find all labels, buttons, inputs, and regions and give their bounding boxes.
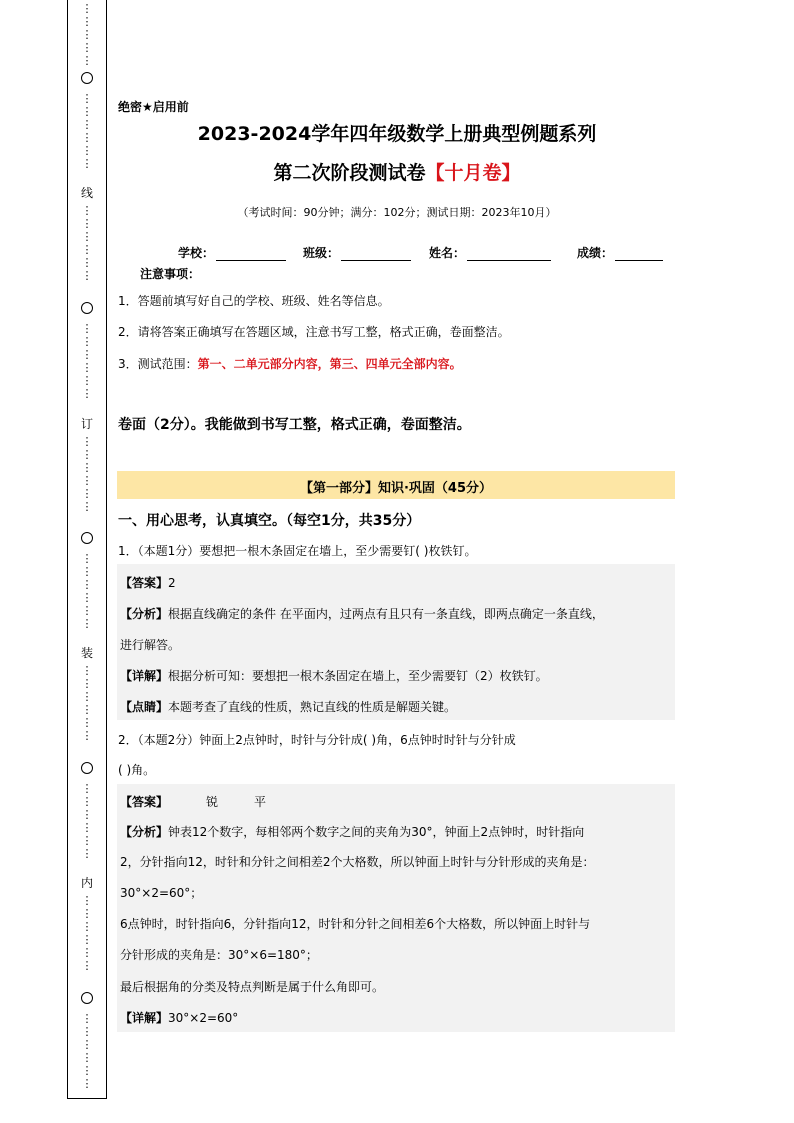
class-blank[interactable] bbox=[341, 248, 411, 261]
answer-label: 【答案】 bbox=[120, 795, 169, 809]
subtitle-red: 【十月卷】 bbox=[425, 162, 521, 184]
score-label: 成绩： bbox=[577, 246, 614, 260]
question-2-cont: ( )角。 bbox=[118, 763, 156, 777]
answer-value: 2 bbox=[168, 576, 176, 590]
q2-answer bbox=[120, 793, 266, 810]
q2-analysis-line-5: 分针形成的夹角是：30°×6=180°； bbox=[120, 948, 318, 962]
q1-detail bbox=[120, 667, 548, 684]
dotted-line: ⋮ ⋮ ⋮ ⋮ ⋮ ⋮ bbox=[81, 894, 93, 972]
notice-item-3 bbox=[118, 355, 462, 372]
name-label: 姓名： bbox=[429, 246, 466, 260]
neatness-statement: 卷面（2分）。我能做到书写工整，格式正确，卷面整洁。 bbox=[118, 417, 471, 433]
name-field[interactable] bbox=[429, 244, 551, 261]
page-title: 2023-2024学年四年级数学上册典型例题系列 bbox=[197, 123, 597, 145]
school-blank[interactable] bbox=[216, 248, 286, 261]
answer-value-2: 平 bbox=[254, 795, 267, 809]
q2-analysis-line-3: 30°×2=60°； bbox=[120, 886, 203, 900]
school-label: 学校： bbox=[178, 246, 215, 260]
detail-label: 【详解】 bbox=[120, 669, 169, 683]
q2-detail bbox=[120, 1009, 238, 1026]
binding-hole-icon bbox=[81, 992, 93, 1004]
name-blank[interactable] bbox=[467, 248, 551, 261]
q1-analysis-cont: 进行解答。 bbox=[120, 638, 181, 652]
school-field[interactable] bbox=[178, 244, 286, 261]
q2-analysis-line-2: 2，分针指向12，时针和分针之间相差2个大格数，所以钟面上时针与分针形成的夹角是： bbox=[120, 855, 595, 869]
dotted-line: ⋮ ⋮ ⋮ ⋮ ⋮ ⋮ bbox=[81, 92, 93, 170]
binding-char-zhuang: 装 bbox=[80, 646, 93, 660]
notice-item-1: 1．答题前填写好自己的学校、班级、姓名等信息。 bbox=[118, 294, 390, 308]
point-text: 本题考查了直线的性质，熟记直线的性质是解题关键。 bbox=[168, 700, 457, 714]
binding-char-ding: 订 bbox=[80, 417, 93, 431]
q1-answer bbox=[120, 574, 176, 591]
detail-label: 【详解】 bbox=[120, 1011, 169, 1025]
analysis-text: 根据直线确定的条件 在平面内，过两点有且只有一条直线，即两点确定一条直线， bbox=[168, 607, 604, 621]
dotted-line: ⋮ ⋮ ⋮ ⋮ ⋮ ⋮ bbox=[81, 322, 93, 400]
dotted-line: ⋮ ⋮ ⋮ ⋮ ⋮ bbox=[81, 2, 93, 67]
answer-value-1: 锐 bbox=[206, 795, 219, 809]
class-label: 班级： bbox=[303, 246, 340, 260]
q1-analysis bbox=[120, 605, 604, 622]
score-blank[interactable] bbox=[615, 248, 663, 261]
page-subtitle bbox=[0, 158, 794, 185]
section-heading: 一、用心思考，认真填空。（每空1分，共35分） bbox=[118, 513, 421, 529]
dotted-line: ⋮ ⋮ ⋮ ⋮ ⋮ ⋮ bbox=[81, 664, 93, 742]
notice-item-3-prefix: 3．测试范围： bbox=[118, 357, 198, 371]
dotted-line: ⋮ ⋮ ⋮ ⋮ ⋮ ⋮ bbox=[81, 204, 93, 282]
binding-hole-icon bbox=[81, 532, 93, 544]
binding-hole-icon bbox=[81, 302, 93, 314]
answer-label: 【答案】 bbox=[120, 576, 169, 590]
dotted-line: ⋮ ⋮ ⋮ ⋮ ⋮ ⋮ bbox=[81, 1012, 93, 1090]
subtitle-main: 第二次阶段测试卷 bbox=[273, 162, 426, 184]
binding-hole-icon bbox=[81, 762, 93, 774]
detail-text: 根据分析可知：要想把一根木条固定在墙上，至少需要钉（2）枚铁钉。 bbox=[168, 669, 548, 683]
binding-hole-icon bbox=[81, 72, 93, 84]
answer-box-1 bbox=[117, 564, 675, 720]
question-1: 1．（本题1分）要想把一根木条固定在墙上，至少需要钉( )枚铁钉。 bbox=[118, 544, 477, 558]
dotted-line: ⋮ ⋮ ⋮ ⋮ ⋮ ⋮ bbox=[81, 552, 93, 630]
analysis-text: 钟表12个数字，每相邻两个数字之间的夹角为30°，钟面上2点钟时，时针指向 bbox=[168, 825, 585, 839]
binding-char-xian: 线 bbox=[80, 186, 93, 200]
detail-text: 30°×2=60° bbox=[168, 1011, 239, 1025]
dotted-line: ⋮ ⋮ ⋮ ⋮ ⋮ ⋮ bbox=[81, 435, 93, 513]
q1-point bbox=[120, 698, 456, 715]
q2-analysis bbox=[120, 823, 584, 840]
dotted-line: ⋮ ⋮ ⋮ ⋮ ⋮ ⋮ bbox=[81, 782, 93, 860]
notice-item-2: 2．请将答案正确填写在答题区域，注意书写工整，格式正确，卷面整洁。 bbox=[118, 325, 510, 339]
q2-analysis-line-6: 最后根据角的分类及特点判断是属于什么角即可。 bbox=[120, 980, 385, 994]
notice-title: 注意事项： bbox=[140, 267, 201, 281]
binding-char-nei: 内 bbox=[80, 876, 93, 890]
question-2: 2．（本题2分）钟面上2点钟时，时针与分针成( )角，6点钟时时针与分针成 bbox=[118, 733, 516, 747]
part-title: 【第一部分】知识·巩固（45分） bbox=[299, 481, 493, 496]
confidential-label: 绝密★启用前 bbox=[118, 100, 189, 114]
q2-analysis-line-4: 6点钟时，时针指向6，分针指向12，时针和分针之间相差6个大格数，所以钟面上时针与 bbox=[120, 917, 591, 931]
score-field[interactable] bbox=[577, 244, 663, 261]
exam-info: （考试时间：90分钟；满分：102分；测试日期：2023年10月） bbox=[237, 206, 557, 219]
analysis-label: 【分析】 bbox=[120, 825, 169, 839]
analysis-label: 【分析】 bbox=[120, 607, 169, 621]
point-label: 【点睛】 bbox=[120, 700, 169, 714]
class-field[interactable] bbox=[303, 244, 411, 261]
notice-item-3-scope: 第一、二单元部分内容，第三、四单元全部内容。 bbox=[197, 357, 462, 371]
